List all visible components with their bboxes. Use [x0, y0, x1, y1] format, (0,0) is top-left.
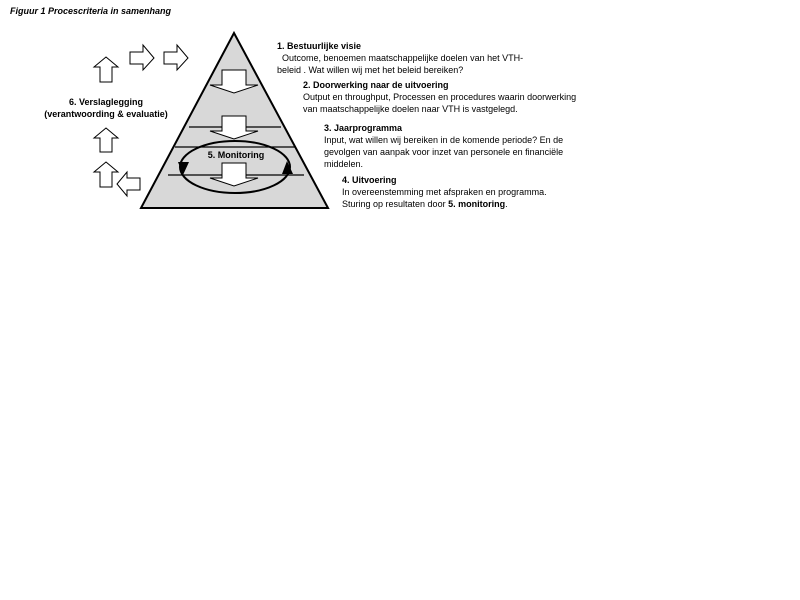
step-4	[342, 174, 547, 210]
step-text-line	[342, 198, 547, 210]
step-text-line: gevolgen van aanpak voor inzet van personele en financiële	[324, 147, 564, 157]
step-title: 3. Jaarprogramma	[324, 123, 403, 133]
monitoring-label: 5. Monitoring	[207, 150, 265, 160]
step-text-line: Output en throughput, Processen en procedures waarin doorwerking	[303, 92, 577, 102]
step-text-line: beleid . Wat willen wij met het beleid bereiken?	[277, 65, 464, 75]
step-text-line: In overeenstemming met afspraken en programma.	[342, 187, 547, 197]
step-title: 2. Doorwerking naar de uitvoering	[303, 80, 449, 90]
step-text-line: middelen.	[324, 159, 364, 169]
up-arrow-icon	[94, 162, 118, 187]
step-3	[324, 122, 563, 170]
step-1	[277, 40, 523, 76]
step-title: 4. Uitvoering	[342, 175, 397, 185]
step-text-line: Outcome, benoemen maatschappelijke doelen van het VTH-	[277, 53, 524, 63]
step-text-line: van maatschappelijke doelen naar VTH is vastgelegd.	[303, 104, 518, 114]
right-arrow-icon	[130, 45, 154, 70]
step-text-suffix: .	[505, 199, 508, 209]
right-arrow-icon	[164, 45, 188, 70]
reporting-subtitle: (verantwoording & evaluatie)	[44, 109, 168, 119]
step-text-bold: 5. monitoring	[448, 199, 506, 209]
step-text-prefix: Sturing op resultaten door	[342, 199, 449, 209]
figure-caption: Figuur 1 Procescriteria in samenhang	[10, 6, 172, 16]
step-2	[303, 79, 576, 115]
reporting-title: 6. Verslaglegging	[68, 97, 144, 107]
reporting-label	[30, 96, 182, 120]
left-arrow-icon	[117, 172, 140, 196]
up-arrow-icon	[94, 57, 118, 82]
up-arrow-icon	[94, 128, 118, 152]
step-text-line: Input, wat willen wij bereiken in de komende periode? En de	[324, 135, 564, 145]
step-title: 1. Bestuurlijke visie	[277, 41, 362, 51]
